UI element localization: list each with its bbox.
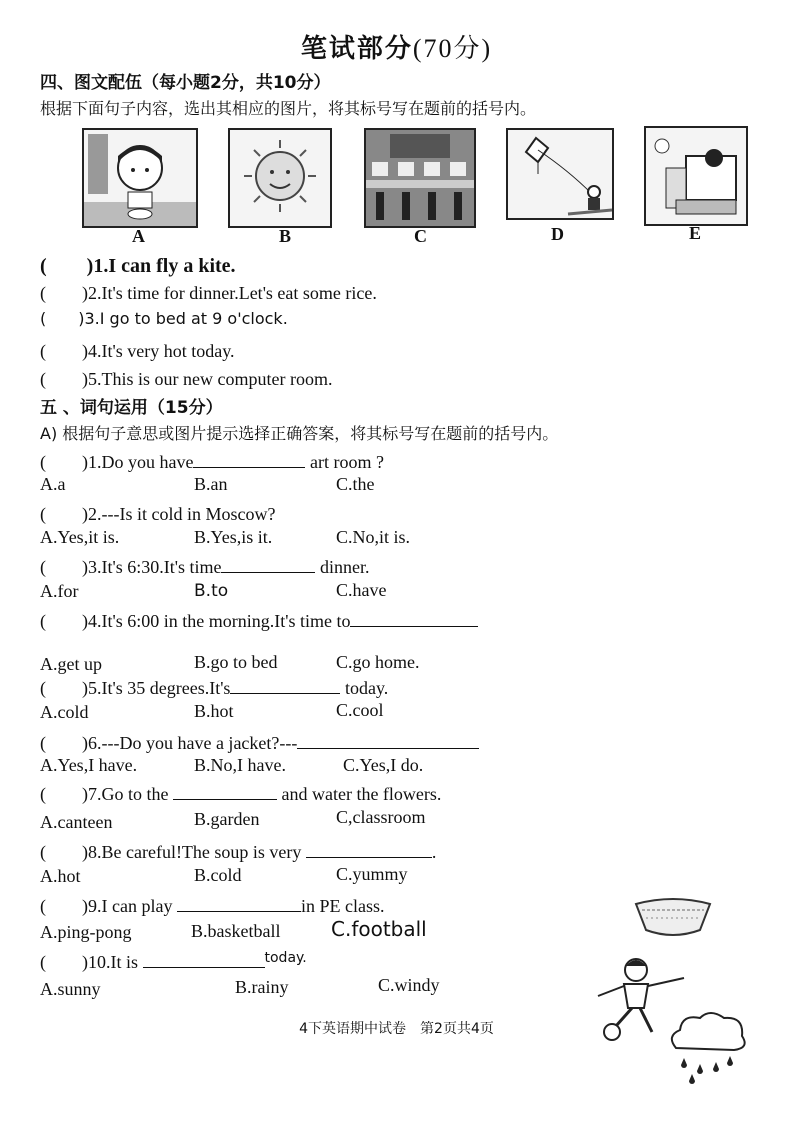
q4-option-b[interactable]: B.go to bed — [194, 652, 278, 672]
q6-option-c[interactable]: C.Yes,I do. — [343, 755, 424, 775]
picture-label-a: A — [132, 226, 145, 246]
q4-stem — [40, 607, 478, 633]
title-score: (70分) — [412, 34, 493, 63]
q9-option-c[interactable]: C.football — [331, 917, 427, 941]
q9-option-a[interactable]: A.ping-pong — [40, 922, 132, 942]
q5-blank[interactable] — [230, 675, 340, 694]
q7-option-b[interactable]: B.garden — [194, 809, 260, 829]
q8-text-after: . — [431, 842, 437, 862]
q1-option-b[interactable]: B.an — [194, 474, 228, 494]
q1-option-a[interactable]: A.a — [40, 474, 66, 494]
q6-text: ( )6.---Do you have a jacket?--- — [40, 733, 298, 753]
q3-option-c[interactable]: C.have — [336, 580, 387, 600]
picture-label-e: E — [689, 223, 702, 243]
q1-stem — [40, 448, 384, 474]
q4-option-a[interactable]: A.get up — [40, 654, 102, 674]
picture-d-boy-flying-kite — [506, 128, 614, 220]
picture-a-girl-eating — [82, 128, 198, 228]
bowl-illustration — [632, 890, 714, 942]
q8-blank[interactable] — [306, 839, 432, 858]
q1-text-after: art room ? — [309, 452, 384, 472]
q5-text-after: today. — [344, 678, 389, 698]
q10-text-after: today. — [264, 950, 307, 966]
q7-text-after: and water the flowers. — [281, 784, 442, 804]
picture-label-c: C — [414, 226, 427, 246]
q10-option-a[interactable]: A.sunny — [40, 979, 101, 999]
s4-item-2: ( )2.It's time for dinner.Let's eat some rice. — [40, 283, 377, 303]
picture-label-b: B — [279, 226, 292, 246]
page-title — [0, 28, 793, 65]
q1-blank[interactable] — [193, 449, 305, 468]
q6-option-b[interactable]: B.No,I have. — [194, 755, 286, 775]
q7-option-c[interactable]: C,classroom — [336, 807, 426, 827]
q7-stem — [40, 780, 441, 806]
q9-blank[interactable] — [177, 893, 301, 912]
s4-item-4: ( )4.It's very hot today. — [40, 341, 235, 361]
q3-stem — [40, 553, 369, 579]
q9-text-after: in PE class. — [300, 896, 385, 916]
q10-option-c[interactable]: C.windy — [378, 975, 440, 995]
q7-blank[interactable] — [173, 781, 277, 800]
q10-option-b[interactable]: B.rainy — [235, 977, 289, 997]
q5-text: ( )5.It's 35 degrees.It's — [40, 678, 231, 698]
q5-option-a[interactable]: A.cold — [40, 702, 89, 722]
q3-text-after: dinner. — [319, 557, 370, 577]
picture-label-d: D — [551, 224, 564, 244]
q9-text: ( )9.I can play — [40, 896, 173, 916]
q8-stem — [40, 838, 436, 864]
q2-stem: ( )2.---Is it cold in Moscow? — [40, 504, 276, 524]
section4-heading: 四、图文配伍（每小题2分，共10分） — [40, 73, 331, 93]
section5-heading: 五 、词句运用（15分） — [40, 398, 223, 418]
q10-text: ( )10.It is — [40, 952, 138, 972]
s4-item-5: ( )5.This is our new computer room. — [40, 369, 333, 389]
q9-stem — [40, 892, 384, 918]
q4-text: ( )4.It's 6:00 in the morning.It's time to — [40, 611, 351, 631]
title-text: 笔试部分 — [300, 34, 413, 64]
q7-option-a[interactable]: A.canteen — [40, 812, 113, 832]
q6-blank[interactable] — [297, 730, 479, 749]
picture-c-computer-room — [364, 128, 476, 228]
q8-text: ( )8.Be careful!The soup is very — [40, 842, 302, 862]
q7-text: ( )7.Go to the — [40, 784, 169, 804]
q1-text: ( )1.Do you have — [40, 452, 194, 472]
section5-instruction: A) 根据句子意思或图片提示选择正确答案，将其标号写在题前的括号内。 — [40, 424, 559, 443]
q6-stem — [40, 729, 479, 755]
section4-instruction: 根据下面句子内容，选出其相应的图片，将其标号写在题前的括号内。 — [40, 99, 537, 118]
q6-option-a[interactable]: A.Yes,I have. — [40, 755, 138, 775]
q4-blank[interactable] — [350, 608, 478, 627]
q4-option-c[interactable]: C.go home. — [336, 652, 420, 672]
q3-blank[interactable] — [221, 554, 315, 573]
page-footer: 4下英语期中试卷 第2页共4页 — [299, 1021, 494, 1037]
q2-option-c[interactable]: C.No,it is. — [336, 527, 411, 547]
q10-blank[interactable] — [143, 949, 265, 968]
q8-option-c[interactable]: C.yummy — [336, 864, 408, 884]
q3-option-a[interactable]: A.for — [40, 581, 79, 601]
q2-option-a[interactable]: A.Yes,it is. — [40, 527, 120, 547]
picture-e-girl-bedroom — [644, 126, 748, 226]
q8-option-a[interactable]: A.hot — [40, 866, 81, 886]
q5-option-c[interactable]: C.cool — [336, 700, 384, 720]
q3-text: ( )3.It's 6:30.It's time — [40, 557, 222, 577]
q1-option-c[interactable]: C.the — [336, 474, 375, 494]
q9-option-b[interactable]: B.basketball — [191, 921, 281, 941]
s4-item-3: ( )3.I go to bed at 9 o'clock. — [40, 309, 288, 328]
q10-stem — [40, 948, 307, 974]
q8-option-b[interactable]: B.cold — [194, 865, 242, 885]
picture-b-hot-sun — [228, 128, 332, 228]
q5-option-b[interactable]: B.hot — [194, 701, 234, 721]
q2-option-b[interactable]: B.Yes,is it. — [194, 527, 273, 547]
q5-stem — [40, 674, 388, 700]
q3-option-b[interactable]: B.to — [194, 581, 229, 601]
s4-item-1: ( )1.I can fly a kite. — [40, 255, 236, 277]
